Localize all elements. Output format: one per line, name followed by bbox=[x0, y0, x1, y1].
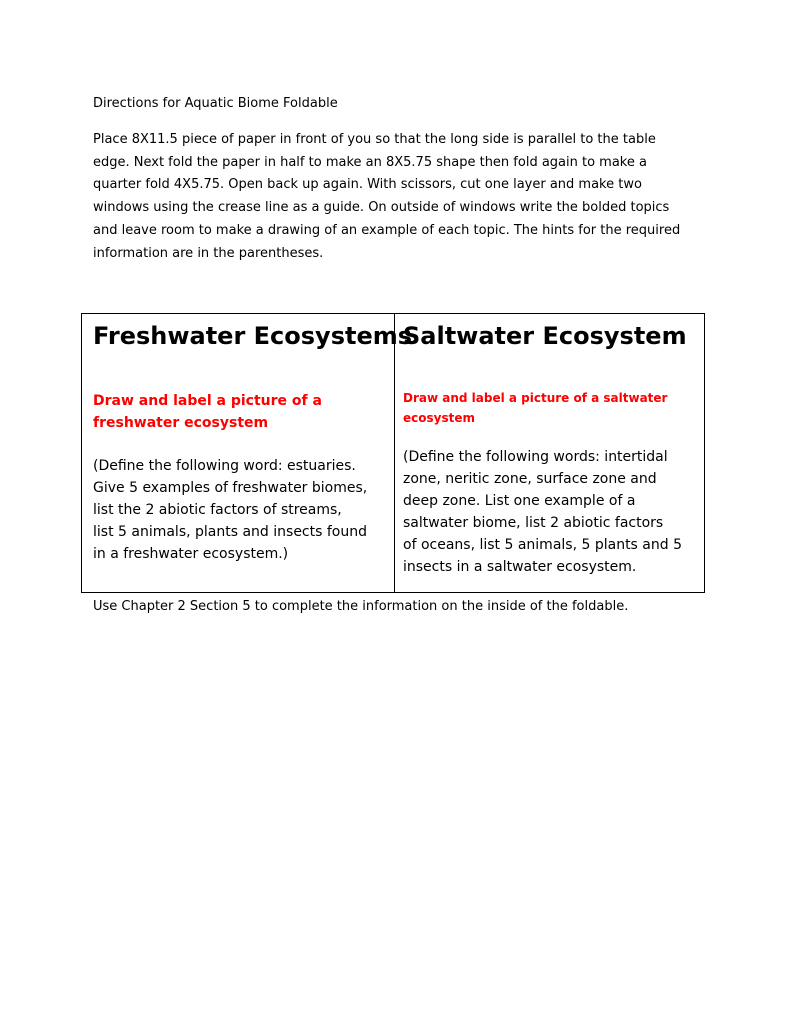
saltwater-hint-line: (Define the following words: intertidal bbox=[403, 449, 668, 465]
freshwater-hints bbox=[93, 455, 388, 565]
saltwater-hints bbox=[403, 446, 699, 578]
saltwater-hint-line: saltwater biome, list 2 abiotic factors bbox=[403, 515, 664, 531]
intro-line: edge. Next fold the paper in half to make an 8X5.75 shape then fold again to make a bbox=[93, 154, 647, 170]
saltwater-hint-line: zone, neritic zone, surface zone and bbox=[403, 471, 657, 487]
freshwater-title: Freshwater Ecosystems bbox=[93, 322, 413, 350]
document-heading: Directions for Aquatic Biome Foldable bbox=[93, 96, 338, 111]
intro-line: and leave room to make a drawing of an example of each topic. The hints for the required bbox=[93, 222, 681, 238]
freshwater-hint-line: in a freshwater ecosystem.) bbox=[93, 546, 289, 562]
saltwater-hint-line: of oceans, list 5 animals, 5 plants and 5 bbox=[403, 537, 682, 553]
saltwater-title: Saltwater Ecosystem bbox=[403, 322, 687, 350]
freshwater-hint-line: list the 2 abiotic factors of streams, bbox=[93, 502, 342, 518]
saltwater-hint-line: deep zone. List one example of a bbox=[403, 493, 636, 509]
intro-paragraph bbox=[93, 129, 708, 265]
saltwater-hint-line: insects in a saltwater ecosystem. bbox=[403, 559, 637, 575]
freshwater-draw-instruction: Draw and label a picture of a freshwater ecosystem bbox=[93, 393, 322, 431]
foldable-table bbox=[81, 313, 705, 593]
freshwater-hint-line: Give 5 examples of freshwater biomes, bbox=[93, 480, 368, 496]
intro-line: information are in the parentheses. bbox=[93, 245, 324, 261]
saltwater-draw-instruction: Draw and label a picture of a saltwater ecosystem bbox=[403, 391, 668, 425]
document-footer-note: Use Chapter 2 Section 5 to complete the information on the inside of the foldable. bbox=[93, 599, 629, 614]
freshwater-hint-line: list 5 animals, plants and insects found bbox=[93, 524, 367, 540]
freshwater-column bbox=[82, 314, 413, 592]
intro-line: Place 8X11.5 piece of paper in front of you so that the long side is parallel to the table bbox=[93, 132, 656, 147]
saltwater-column bbox=[395, 314, 704, 592]
freshwater-hint-line: (Define the following word: estuaries. bbox=[93, 458, 356, 474]
intro-line: quarter fold 4X5.75. Open back up again. With scissors, cut one layer and make two bbox=[93, 177, 642, 193]
intro-line: windows using the crease line as a guide. On outside of windows write the bolded topics bbox=[93, 200, 670, 216]
